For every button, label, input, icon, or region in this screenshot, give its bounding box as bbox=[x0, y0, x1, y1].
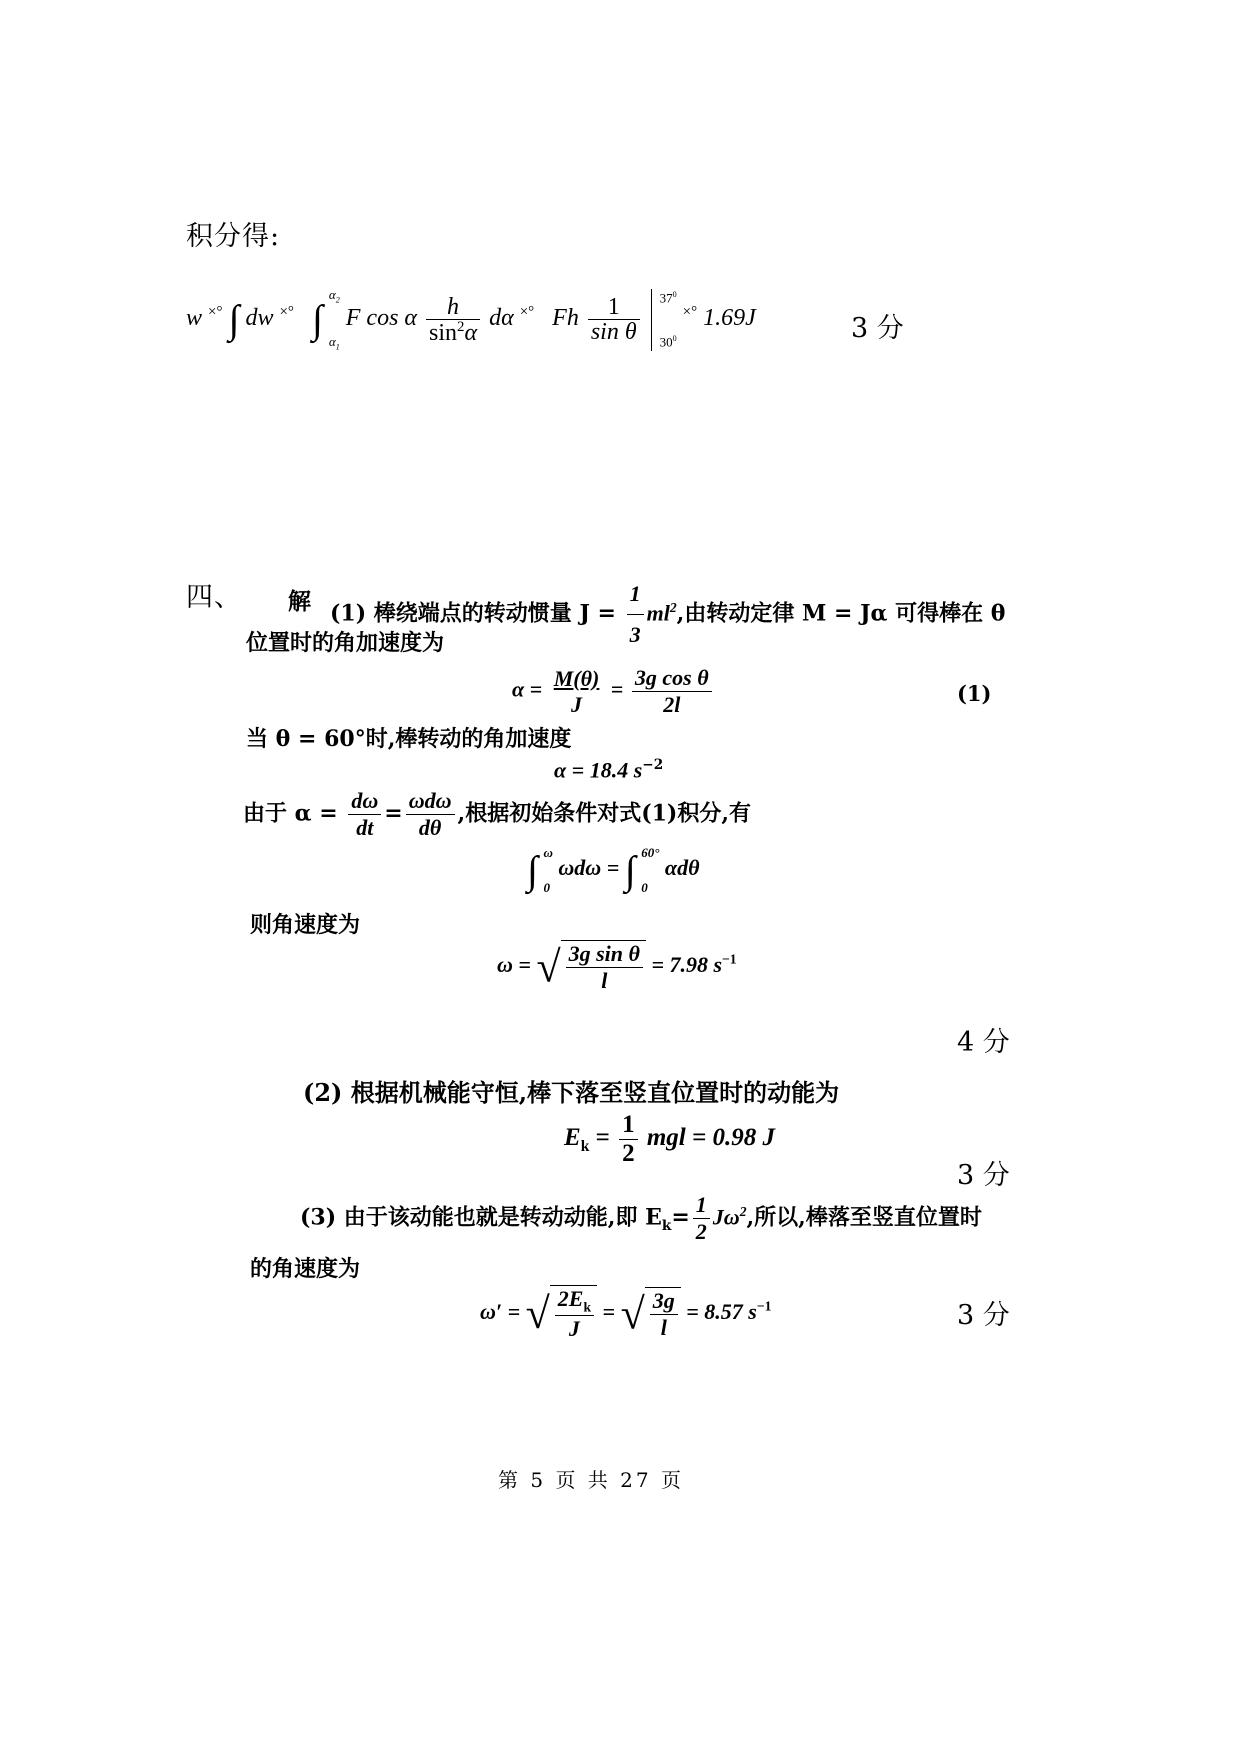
lower-limit: $\alpha_1$ bbox=[328, 333, 340, 352]
fraction-wdw-dtheta: $\frac{\text{ωdω}}{d\theta}$ bbox=[406, 788, 455, 841]
eq-w: w bbox=[186, 305, 203, 332]
sqrt-2Ek-J: √ $\frac{2E_k}{J}$ bbox=[526, 1285, 597, 1342]
eq-fh: Fh bbox=[552, 305, 579, 332]
score-work: 3 分 bbox=[851, 313, 904, 344]
equation-1: α = $\frac{M(\theta)}{J}$ = $\frac{\text{3g cos θ}}{2l}$ bbox=[512, 665, 715, 718]
part2-line: (2) 根据机械能守恒,棒下落至竖直位置时的动能为 bbox=[303, 1078, 840, 1107]
fraction-one-half: $\frac{1}{2}$ bbox=[619, 1111, 638, 1168]
fraction-h-sin2: $\frac{h}{\sin^2\alpha}$ bbox=[426, 295, 480, 345]
part3-line1: (3) 由于该动能也就是转动动能,即 $E_k=$ $\frac{1}{2}$ $J\omega^2$,所以,棒落至竖直位置时 bbox=[300, 1192, 982, 1244]
eq-sep-2: ×° bbox=[279, 304, 294, 321]
since-alpha-line: 由于 α = $\frac{d\omega}{dt}$ = $\frac{\text{ωdω}}{d\theta}$ ,根据初始条件对式(1)积分,有 bbox=[243, 788, 751, 840]
integral-heading: 积分得: bbox=[186, 221, 281, 252]
fraction-3gcos-2l: $\frac{\text{3g cos θ}}{2l}$ bbox=[632, 665, 712, 718]
part1-line1: (1) 棒绕端点的转动惯量 J = $\frac{1}{3}$ $ml^2$,由转动定律 M = Jα 可得棒在 θ bbox=[330, 574, 1005, 655]
score-part1: 4 分 bbox=[957, 1027, 1010, 1058]
omega-prime-equation: ω′ = √ $\frac{2E_k}{J}$ = √ $\frac{3g}{l}$ = 8.57 $s^{-1}$ bbox=[480, 1286, 772, 1342]
alpha-value: α = 18.4 $s^{-2}$ bbox=[554, 757, 664, 783]
page-footer: 第 5 页 共 27 页 bbox=[498, 1468, 684, 1492]
integral-equation: ∫ ω 0 ωdω = ∫ 60° 0 αdθ bbox=[527, 845, 700, 895]
part1-line2: 位置时的角加速度为 bbox=[246, 630, 445, 656]
kinetic-energy-equation: $E_k$ = $\frac{1}{2}$ mgl = 0.98 J bbox=[564, 1111, 775, 1167]
eq-result: 1.69J bbox=[703, 305, 756, 332]
integral-sign-1: ∫ bbox=[228, 296, 240, 342]
evaluation-limits: $37^0$ $30^0$ bbox=[659, 290, 677, 349]
eq-dalpha: dα bbox=[489, 305, 514, 332]
omega-equation: ω = √ $\frac{\text{3g sin θ}}{l}$ = 7.98 $s^{-1}$ bbox=[497, 941, 737, 993]
fraction-M-J: $\frac{M(\theta)}{J}$ bbox=[553, 665, 600, 717]
integral-limits-2: 60° 0 bbox=[641, 845, 660, 895]
eq-sep-4: ×° bbox=[682, 304, 698, 321]
equation-1-label: (1) bbox=[957, 681, 992, 706]
eq-sep-3: ×° bbox=[519, 304, 535, 321]
section-number: 四、 bbox=[186, 582, 242, 613]
upper-limit: $\alpha_2$ bbox=[328, 287, 340, 305]
integral-limits-1: ω 0 bbox=[543, 845, 553, 895]
score-part2: 3 分 bbox=[957, 1160, 1010, 1191]
integral-sign-2: ∫ bbox=[311, 296, 323, 342]
part3-line2: 的角速度为 bbox=[250, 1256, 361, 1282]
omega-intro: 则角速度为 bbox=[250, 912, 361, 938]
sqrt-3gsin-l: √ $\frac{\text{3g sin θ}}{l}$ bbox=[536, 940, 645, 994]
fraction-one-half-2: $\frac{1}{2}$ bbox=[693, 1192, 710, 1245]
fraction-dw-dt: $\frac{d\omega}{dt}$ bbox=[348, 788, 381, 841]
fraction-one-third: $\frac{1}{3}$ bbox=[627, 574, 644, 655]
work-integral-equation bbox=[186, 288, 756, 351]
eq-sep-1: ×° bbox=[208, 304, 223, 321]
eq-fcos: F cos α bbox=[345, 305, 418, 332]
score-part3: 3 分 bbox=[957, 1300, 1010, 1331]
fraction-1-sin: $\frac{1}{\text{sin θ}}$ bbox=[588, 295, 640, 344]
evaluation-bar bbox=[651, 289, 652, 351]
solution-label: 解 bbox=[288, 588, 311, 615]
eq-dw: dw bbox=[245, 305, 274, 332]
sqrt-3g-l: √ $\frac{3g}{l}$ bbox=[621, 1287, 681, 1341]
integral-limits bbox=[329, 288, 340, 351]
theta-60-line: 当 θ = 60°时,棒转动的角加速度 bbox=[246, 726, 572, 752]
